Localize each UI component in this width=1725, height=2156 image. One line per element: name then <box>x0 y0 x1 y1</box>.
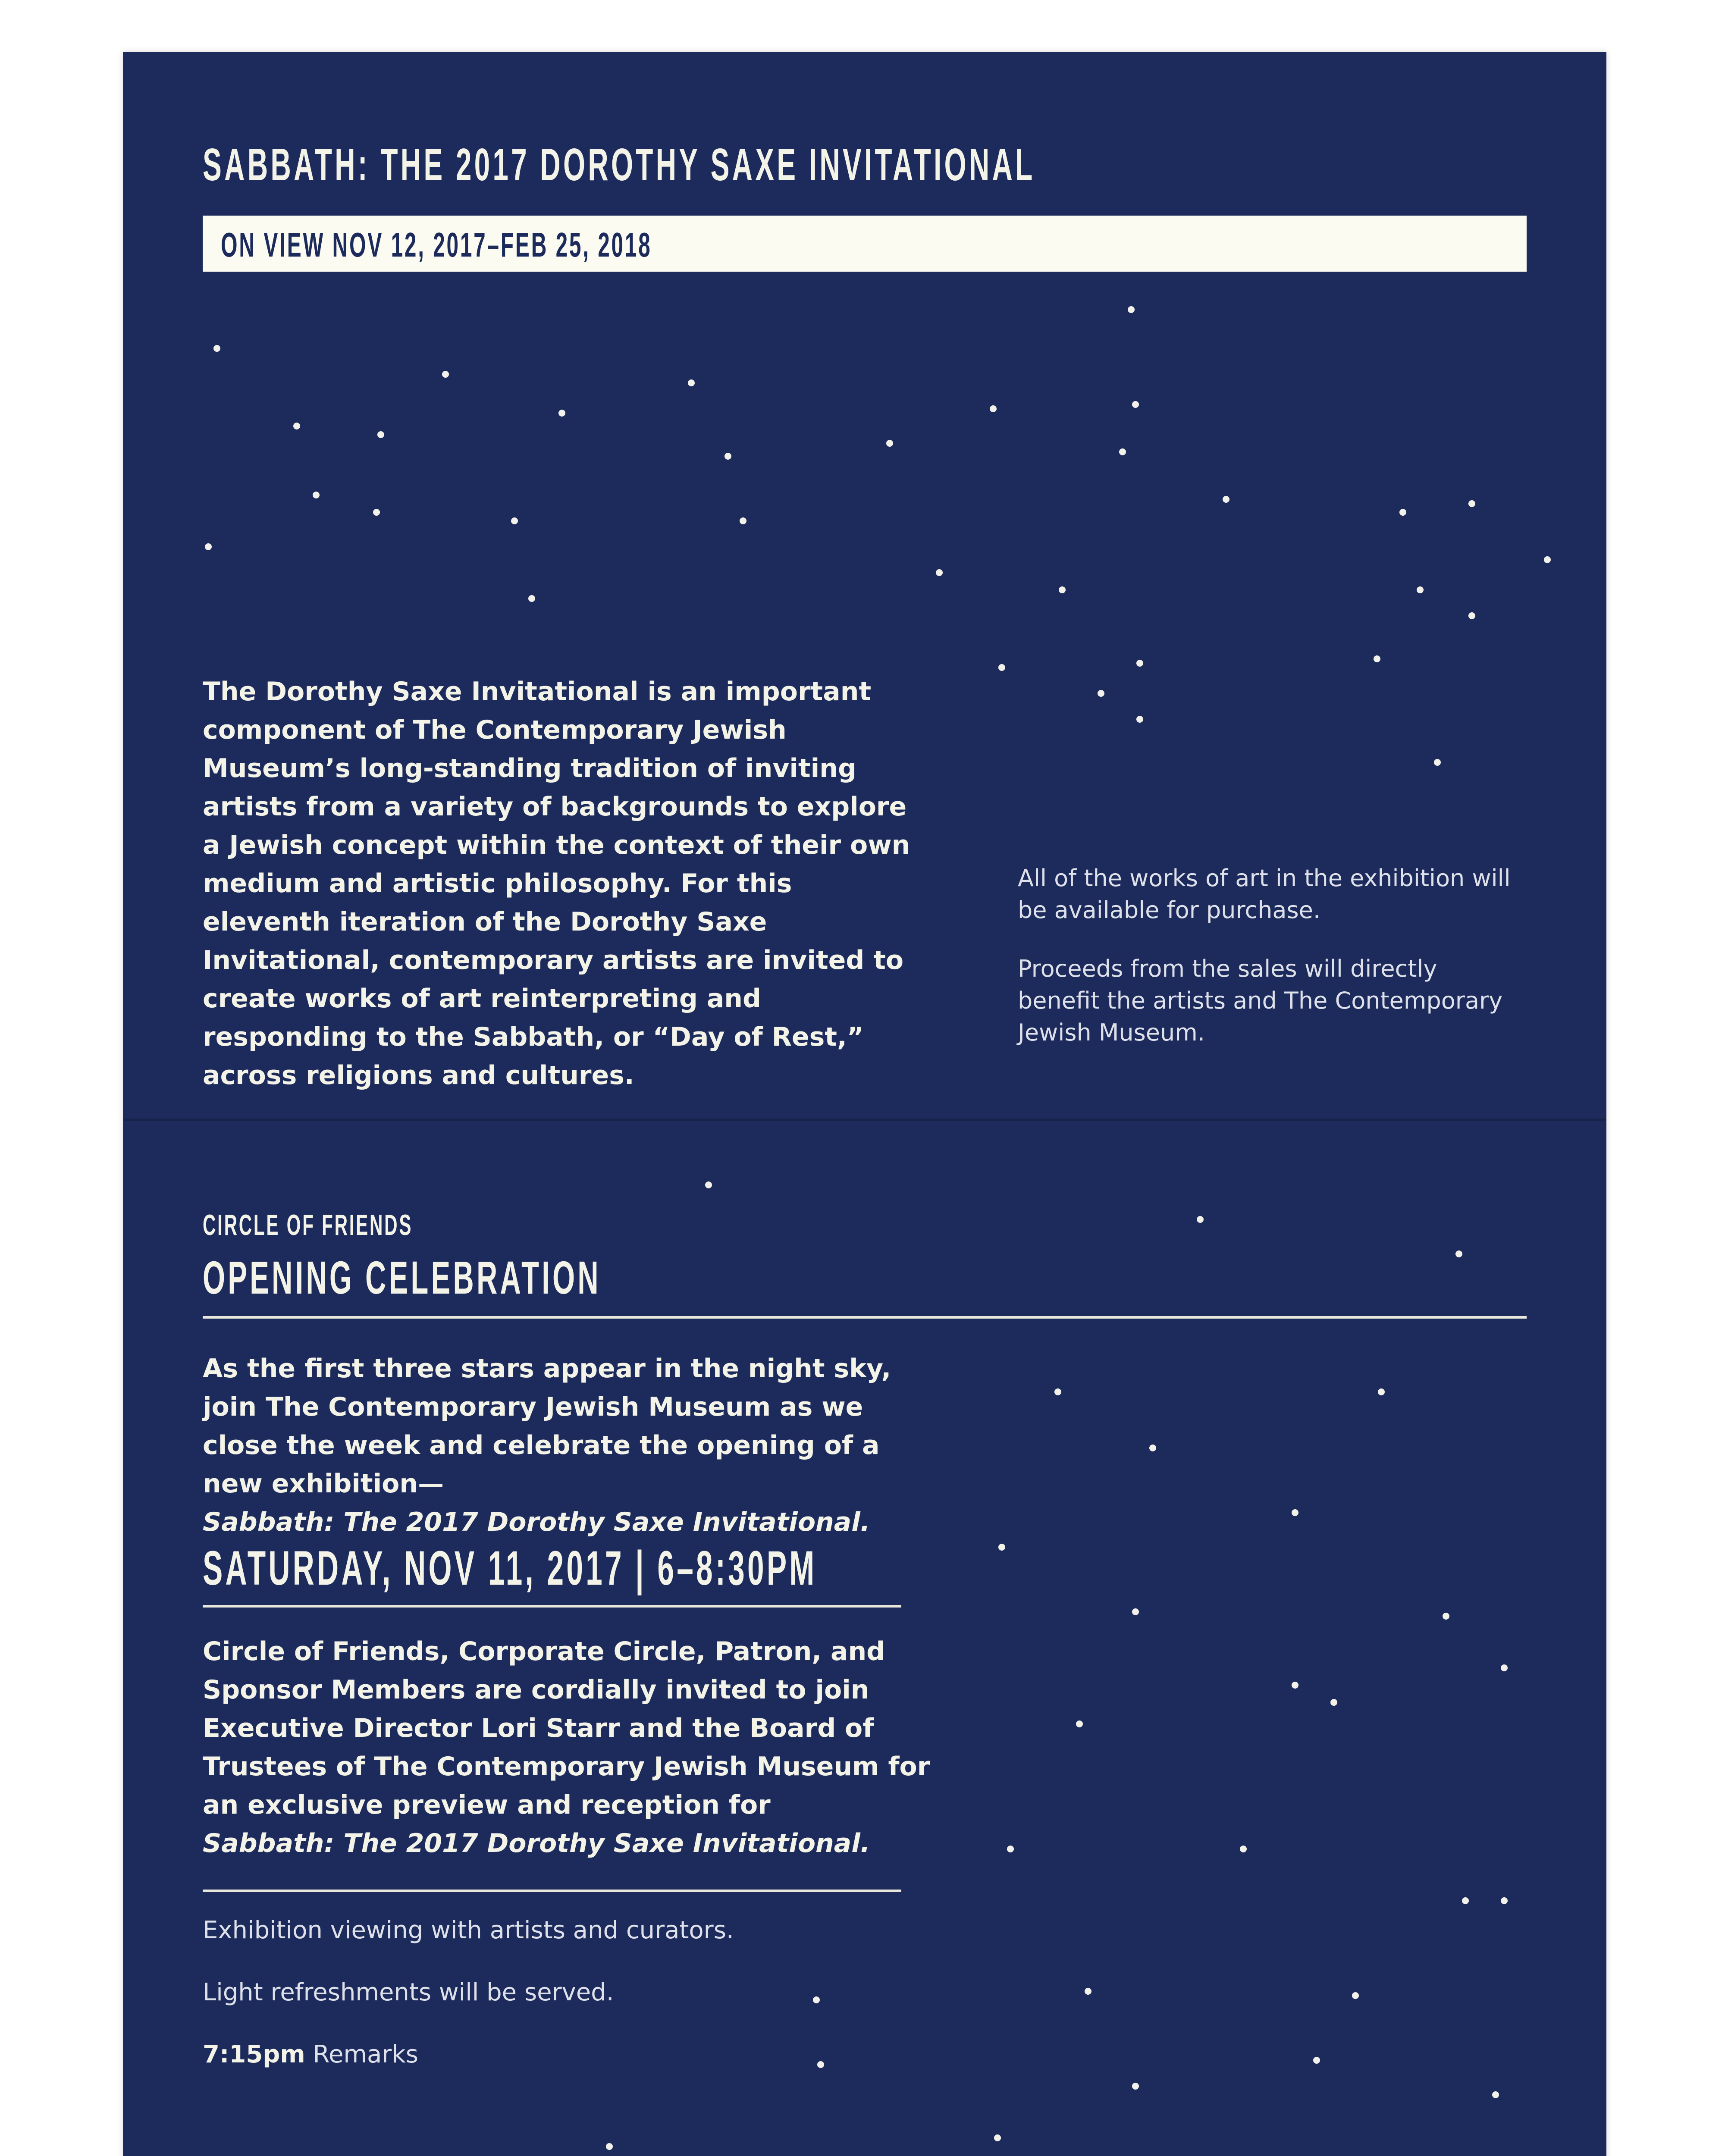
star-dot <box>1352 1992 1359 1999</box>
star-dot <box>511 517 518 524</box>
purchase-info <box>1018 862 1514 1075</box>
star-dot <box>1136 716 1143 723</box>
star-dot <box>1076 1720 1083 1727</box>
star-dot <box>1378 1388 1385 1395</box>
star-dot <box>1399 509 1406 516</box>
star-dot <box>936 569 943 576</box>
star-dot <box>1462 1897 1469 1904</box>
invitation-card <box>123 52 1606 2156</box>
star-dot <box>558 410 565 417</box>
star-dot <box>1098 690 1104 697</box>
star-dot <box>1544 556 1551 563</box>
members-text: Circle of Friends, Corporate Circle, Patron, and Sponsor Members are cordially invited to join Executive Director Lori Starr and the Board of Trustees of The Contemporary Jewish Museum for an exclusive preview and reception for <box>203 1636 930 1820</box>
star-dot <box>442 371 449 378</box>
star-dot <box>1417 586 1424 593</box>
proceeds-note: Proceeds from the sales will directly benefit the artists and The Contemporary Jewish Museum. <box>1018 955 1503 1046</box>
star-dot <box>1374 655 1380 662</box>
remarks-label: Remarks <box>313 2040 418 2068</box>
star-dot <box>293 423 300 429</box>
intro-paragraph <box>203 673 914 1095</box>
star-dot <box>606 2143 613 2150</box>
star-dot <box>377 431 384 438</box>
star-dot <box>1455 1250 1462 1257</box>
star-dot <box>1501 1897 1508 1904</box>
star-dot <box>1330 1699 1337 1706</box>
event-details <box>203 1915 914 2101</box>
circle-of-friends-label: CIRCLE OF FRIENDS <box>203 1209 413 1241</box>
exhibition-dates: ON VIEW NOV 12, 2017–FEB 25, 2018 <box>221 226 652 264</box>
dates-banner <box>203 216 1527 272</box>
star-dot <box>998 664 1005 671</box>
invite-exhibition-name: Sabbath: The 2017 Dorothy Saxe Invitational. <box>203 1507 870 1537</box>
divider <box>203 1316 1527 1319</box>
star-dot <box>1240 1846 1247 1852</box>
opening-celebration-title: OPENING CELEBRATION <box>203 1251 601 1304</box>
exhibition-title: SABBATH: THE 2017 DOROTHY SAXE INVITATIONAL <box>203 139 1035 190</box>
star-dot <box>528 595 535 602</box>
star-dot <box>1149 1445 1156 1451</box>
star-dot <box>998 1544 1005 1551</box>
star-dot <box>1085 1988 1091 1995</box>
star-dot <box>1434 759 1441 766</box>
star-dot <box>1223 496 1229 503</box>
event-date: SATURDAY, NOV 11, 2017 | 6–8:30PM <box>203 1541 817 1595</box>
detail-refreshments: Light refreshments will be served. <box>203 1978 614 2006</box>
star-dot <box>1132 2083 1139 2090</box>
star-dot <box>1492 2091 1499 2098</box>
star-dot <box>994 2134 1001 2141</box>
remarks-time: 7:15pm <box>203 2040 305 2068</box>
invite-paragraph <box>203 1350 936 1542</box>
star-dot <box>1313 2057 1320 2064</box>
star-dot <box>1059 586 1066 593</box>
members-exhibition-name: Sabbath: The 2017 Dorothy Saxe Invitational. <box>203 1828 870 1858</box>
divider <box>203 1605 901 1608</box>
star-dot <box>1128 306 1135 313</box>
star-dot <box>740 517 746 524</box>
star-dot <box>1292 1682 1298 1689</box>
star-dot <box>1443 1613 1449 1620</box>
star-dot <box>1292 1509 1298 1516</box>
purchase-note: All of the works of art in the exhibition will be available for purchase. <box>1018 865 1511 924</box>
star-dot <box>990 405 997 412</box>
star-dot <box>1119 448 1126 455</box>
star-dot <box>1501 1664 1508 1671</box>
star-dot <box>1007 1846 1014 1852</box>
star-dot <box>1054 1388 1061 1395</box>
star-dot <box>1197 1216 1204 1223</box>
detail-viewing: Exhibition viewing with artists and curators. <box>203 1916 734 1944</box>
star-dot <box>886 440 893 447</box>
members-paragraph <box>203 1633 936 1863</box>
star-dot <box>313 492 320 498</box>
star-dot <box>1132 401 1139 408</box>
star-dot <box>373 509 380 516</box>
invite-text: As the first three stars appear in the night sky, join The Contemporary Jewish Museum as we close the week and celebrate the opening of a new exhibition— <box>203 1354 891 1499</box>
star-dot <box>1136 660 1143 667</box>
divider <box>203 1890 901 1892</box>
fold-line <box>123 1119 1606 1121</box>
star-dot <box>688 379 695 386</box>
star-dot <box>724 453 731 460</box>
star-dot <box>205 543 212 550</box>
star-dot <box>705 1181 712 1188</box>
intro-text: The Dorothy Saxe Invitational is an important component of The Contemporary Jewish Museum’s long-standing tradition of inviting artists from a variety of backgrounds to explore a Jewish concept within the context of their own medium and artistic philosophy. For this eleventh iteration of the Dorothy Saxe Invitational, contemporary artists are invited to create works of art reinterpreting and responding to the Sabbath, or “Day of Rest,” across religions and cultures. <box>203 677 910 1091</box>
star-dot <box>1132 1608 1139 1615</box>
star-dot <box>1468 500 1475 507</box>
star-dot <box>213 345 220 352</box>
star-dot <box>1468 612 1475 619</box>
